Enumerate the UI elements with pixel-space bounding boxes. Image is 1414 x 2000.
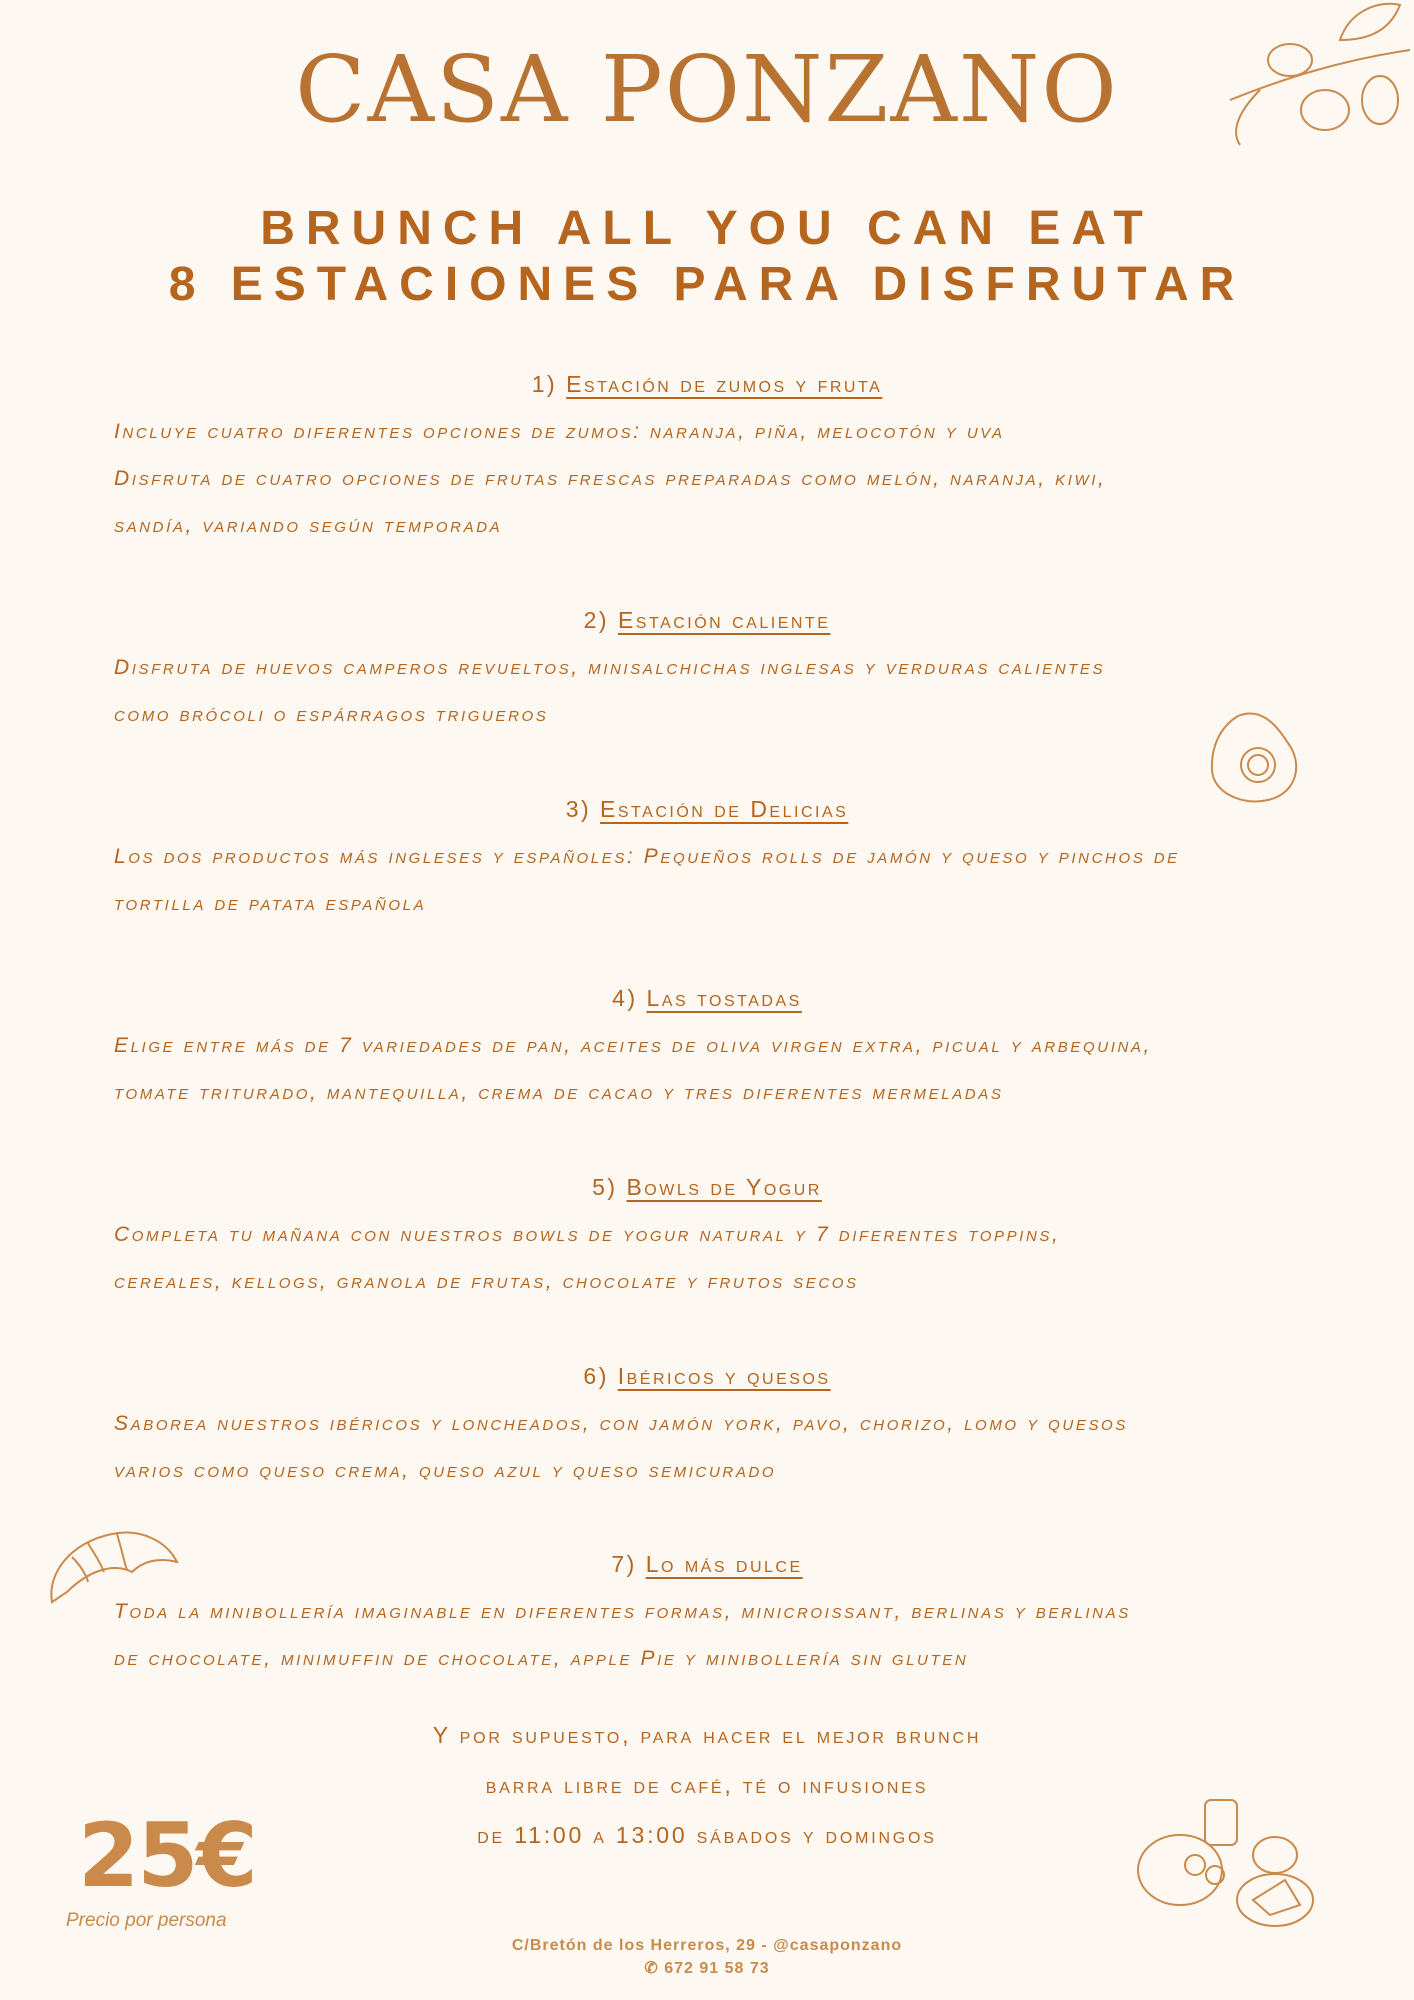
- station-line: Disfruta de huevos camperos revueltos, minisalchichas inglesas y verduras calientes: [114, 656, 1106, 679]
- station-4: [0, 974, 1414, 1116]
- brand-logo: CASA PONZANO: [295, 36, 1119, 143]
- station-6: [0, 1352, 1414, 1494]
- station-7: [0, 1540, 1414, 1682]
- fried-egg-icon: [1208, 708, 1304, 808]
- headline-line-1: BRUNCH ALL YOU CAN EAT: [260, 202, 1154, 255]
- station-line: tomate triturado, mantequilla, crema de cacao y tres diferentes mermeladas: [114, 1081, 1004, 1104]
- station-title: 1) Estación de zumos y fruta: [531, 371, 883, 397]
- station-2: [0, 596, 1414, 738]
- station-title: 6) Ibéricos y quesos: [583, 1363, 831, 1389]
- station-line: Saborea nuestros ibéricos y loncheados, con jamón york, pavo, chorizo, lomo y quesos: [114, 1412, 1128, 1435]
- price: 25€: [78, 1804, 256, 1907]
- station-title: 5) Bowls de Yogur: [592, 1174, 822, 1200]
- station-line: tortilla de patata española: [114, 892, 427, 915]
- closing-line-2: barra libre de café, té o infusiones: [485, 1772, 929, 1798]
- station-line: cereales, kellogs, granola de frutas, chocolate y frutos secos: [114, 1270, 859, 1293]
- footer: [0, 1934, 1414, 1980]
- croissant-icon: [42, 1522, 182, 1612]
- station-line: varios como queso crema, queso azul y queso semicurado: [114, 1459, 777, 1482]
- whatsapp-icon: ✆: [644, 1960, 659, 1977]
- station-title: 3) Estación de Delicias: [565, 796, 849, 822]
- address: C/Bretón de los Herreros, 29 - @casaponzano: [511, 1937, 903, 1954]
- phone-row: [0, 1957, 1414, 1980]
- station-1: [0, 360, 1414, 549]
- station-line: sandía, variando según temporada: [114, 514, 503, 537]
- station-line: de chocolate, minimuffin de chocolate, apple Pie y minibollería sin gluten: [114, 1647, 969, 1670]
- price-note: Precio por persona: [66, 1910, 227, 1931]
- closing-line-3: de 11:00 a 13:00 sábados y domingos: [477, 1822, 937, 1848]
- station-5: [0, 1163, 1414, 1305]
- phone: 672 91 58 73: [664, 1960, 770, 1977]
- station-line: como brócoli o espárragos trigueros: [114, 703, 549, 726]
- station-title: 7) Lo más dulce: [611, 1551, 803, 1577]
- headline-line-2: 8 ESTACIONES PARA DISFRUTAR: [168, 258, 1246, 311]
- breakfast-plates-icon: [1135, 1790, 1325, 1930]
- station-line: Completa tu mañana con nuestros bowls de yogur natural y 7 diferentes toppins,: [114, 1223, 1061, 1246]
- olive-branch-icon: [1220, 0, 1414, 150]
- station-line: Elige entre más de 7 variedades de pan, aceites de oliva virgen extra, picual y arbequina,: [114, 1034, 1152, 1057]
- station-line: Disfruta de cuatro opciones de frutas frescas preparadas como melón, naranja, kiwi,: [114, 467, 1107, 490]
- station-line: Los dos productos más ingleses y españoles: Pequeños rolls de jamón y queso y pinchos de: [114, 845, 1180, 868]
- station-3: [0, 785, 1414, 927]
- station-line: Incluye cuatro diferentes opciones de zumos: naranja, piña, melocotón y uva: [114, 420, 1005, 443]
- station-title: 2) Estación caliente: [583, 607, 831, 633]
- station-title: 4) Las tostadas: [612, 985, 802, 1011]
- station-line: Toda la minibollería imaginable en diferentes formas, minicroissant, berlinas y berlinas: [114, 1600, 1131, 1623]
- closing-line-1: Y por supuesto, para hacer el mejor brunch: [432, 1722, 982, 1748]
